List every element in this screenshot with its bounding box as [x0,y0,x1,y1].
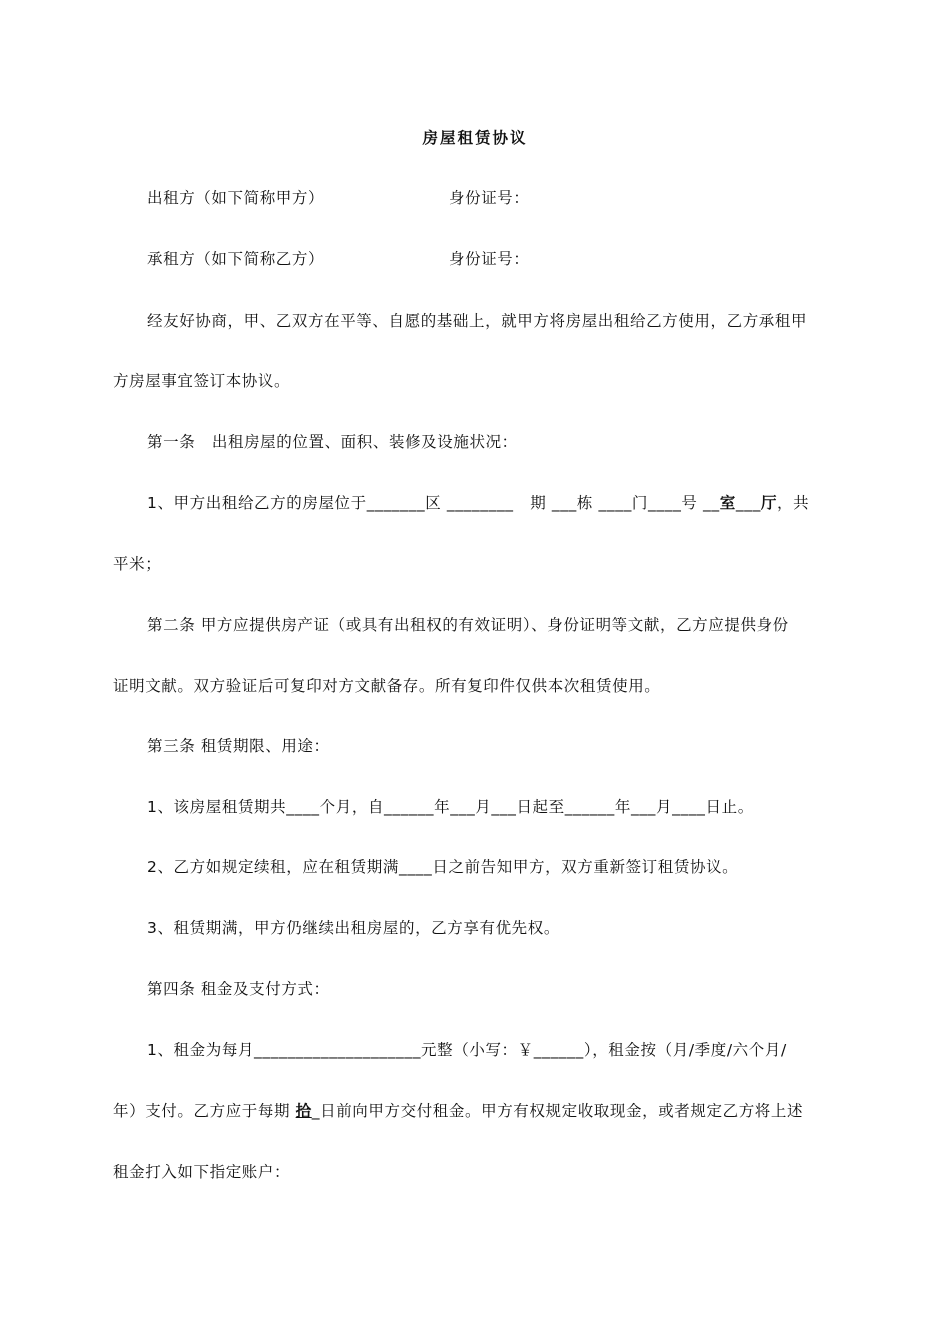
article-1-item-1 [147,492,809,514]
lessee-id-label: 身份证号： [449,250,530,268]
intro-line-1: 经友好协商，甲、乙双方在平等、自愿的基础上，就甲方将房屋出租给乙方使用，乙方承租甲 [147,312,808,330]
article-1-item-1-area: 平米； [113,555,162,573]
article-3-item-2: 2、乙方如规定续租，应在租赁期满____日之前告知甲方，双方重新签订租赁协议。 [147,858,739,876]
lessee-label: 承租方（如下简称乙方） [147,250,325,268]
payment-day: 拾 [295,1102,312,1120]
lessor-label: 出租方（如下简称甲方） [147,189,325,207]
article-4-line-2 [113,1100,803,1122]
article-2-line-2: 证明文献。双方验证后可复印对方文献备存。所有复印件仅供本次租赁使用。 [113,677,661,695]
article-4-heading: 第四条 租金及支付方式： [147,980,330,998]
article-3-item-1: 1、该房屋租赁期共____个月，自______年___月___日起至______年___月____日止。 [147,798,754,816]
article-4-line-1: 1、租金为每月____________________元整（小写：￥______），租金按（月/季度/六个月/ [147,1041,787,1059]
room-label: 室 [719,494,736,512]
hall-label: 厅 [760,494,778,512]
total-label: ，共 [777,494,810,512]
article-2-line-1: 第二条 甲方应提供房产证（或具有出租权的有效证明）、身份证明等文献，乙方应提供身份 [147,616,789,634]
lessor-id-label: 身份证号： [449,189,530,207]
payment-text-b: _日前向甲方交付租金。甲方有权规定收取现金，或者规定乙方将上述 [311,1102,804,1120]
article-4-line-3: 租金打入如下指定账户： [113,1163,291,1181]
payment-text-a: 年）支付。乙方应于每期 [113,1102,296,1120]
item-1-location: 1、甲方出租给乙方的房屋位于_______区 ________ 期 ___栋 ____门____号 __ [147,494,720,512]
intro-line-2: 方房屋事宜签订本协议。 [113,372,291,390]
article-1-heading: 第一条 出租房屋的位置、面积、装修及设施状况： [147,433,518,451]
article-3-heading: 第三条 租赁期限、用途： [147,737,330,755]
room-blank: ___ [735,494,761,512]
article-3-item-3: 3、租赁期满，甲方仍继续出租房屋的，乙方享有优先权。 [147,919,560,937]
page-title: 房屋租赁协议 [422,129,528,147]
